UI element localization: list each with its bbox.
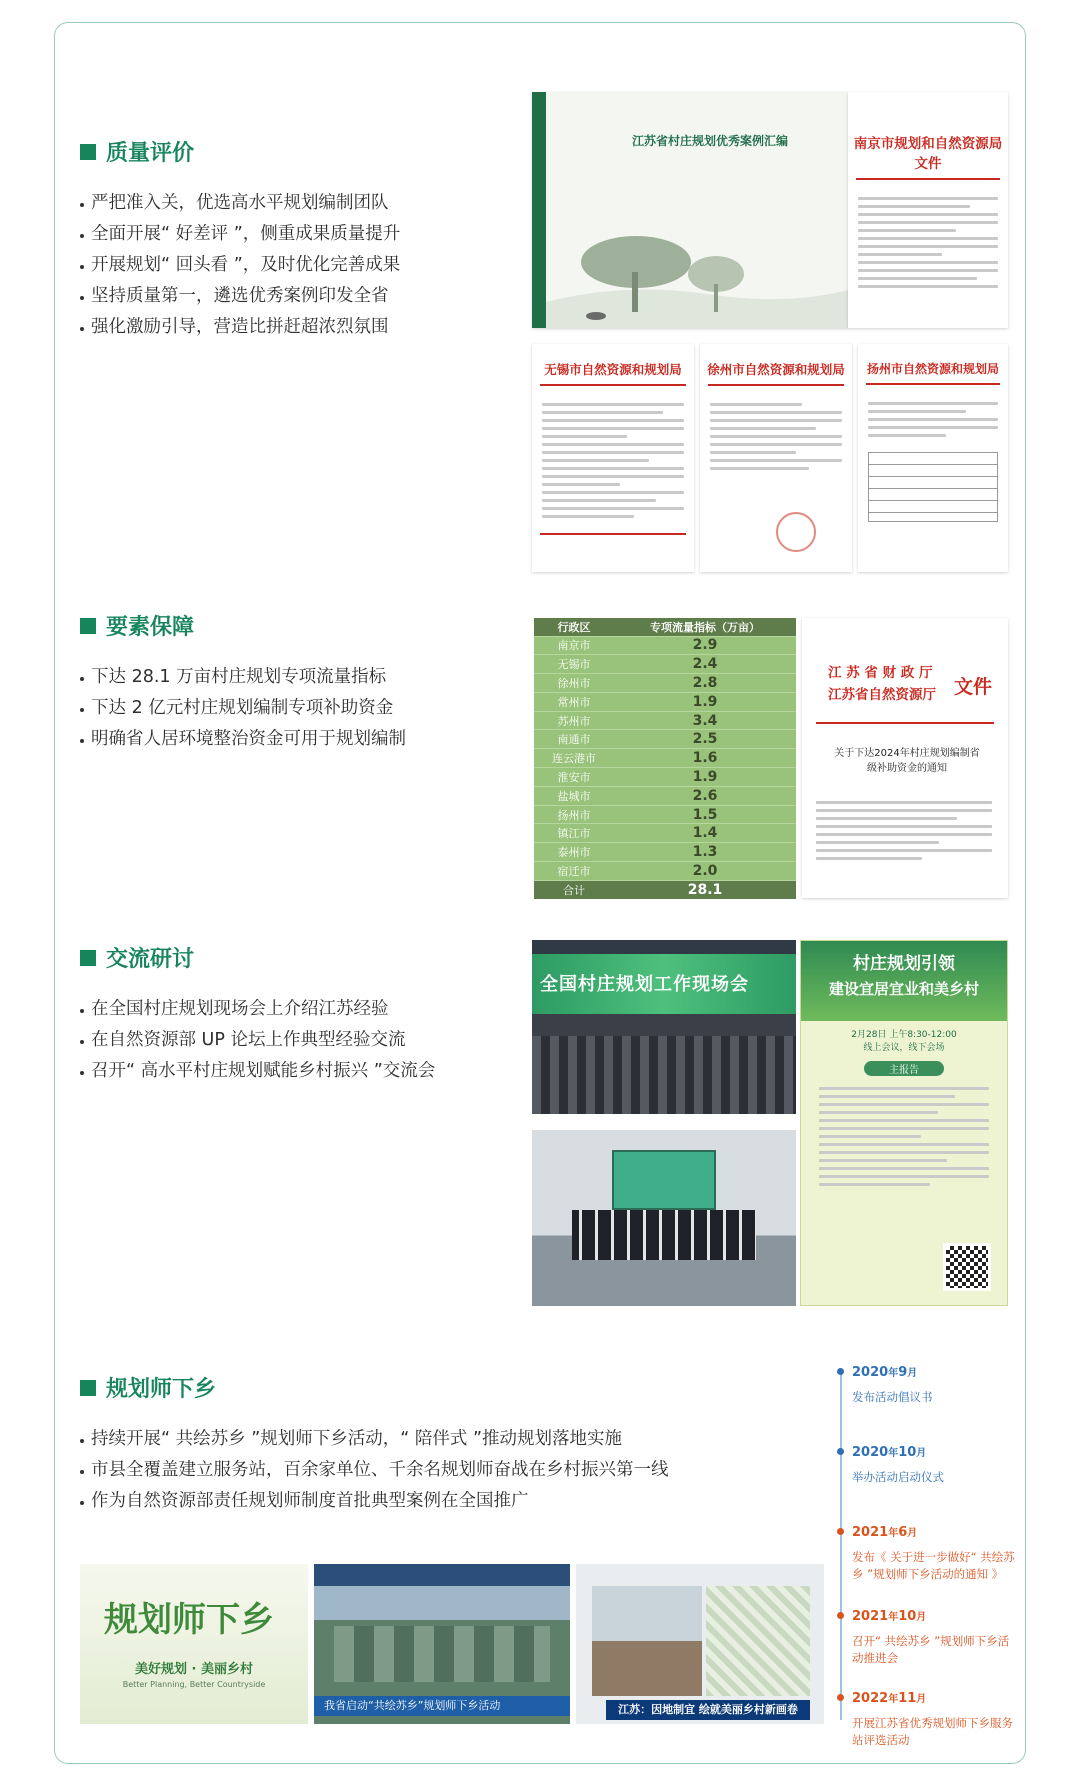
aerial-fields [334, 1626, 550, 1682]
doc-table [868, 452, 998, 522]
slogan-image: 规划师下乡 美好规划 · 美丽乡村 Better Planning, Better Countryside [80, 1564, 308, 1724]
table-total-row: 合计 28.1 [534, 880, 796, 899]
table-row: 南京市 2.9 [534, 636, 796, 655]
table-row: 淮安市 1.9 [534, 768, 796, 787]
yangzhou-document: 扬州市自然资源和规划局 [858, 344, 1008, 572]
table-row: 常州市 1.9 [534, 692, 796, 711]
table-row: 徐州市 2.8 [534, 674, 796, 693]
section-marker-icon [80, 1380, 96, 1396]
conference-photo [532, 940, 796, 1114]
poster-subtitle: 建设宜居宜业和美乡村 [828, 980, 979, 998]
activity-timeline [838, 1364, 1018, 1760]
book-title: 江苏省村庄规划优秀案例汇编 [632, 134, 789, 148]
xuzhou-document: 徐州市自然资源和规划局 [700, 344, 852, 572]
section-title-elements: 要素保障 [80, 610, 194, 641]
bullet-item: 坚持质量第一，遴选优秀案例印发全省 [80, 281, 400, 312]
table-row: 连云港市 1.6 [534, 749, 796, 768]
timeline-item: 2020年9月 发布活动倡议书 [838, 1364, 1018, 1444]
tv-caption: 我省启动“共绘苏乡”规划师下乡活动 [314, 1696, 570, 1716]
bullet-item: 全面开展“ 好差评 ”，侧重成果质量提升 [80, 219, 400, 250]
table-row: 苏州市 3.4 [534, 711, 796, 730]
timeline-item: 2022年11月 开展江苏省优秀规划师下乡服务站评选活动 [838, 1690, 1018, 1760]
timeline-item: 2021年6月 发布《 关于进一步做好“ 共绘苏乡 ”规划师下乡活动的通知 》 [838, 1524, 1018, 1608]
table-header: 专项流量指标（万亩） [614, 618, 796, 636]
elements-bullets [80, 662, 406, 755]
event-poster: 村庄规划引领 建设宜居宜业和美乡村 2月28日 上午8:30-12:00 线上会议，线下会场 主报告 [800, 940, 1008, 1306]
timeline-item: 2020年10月 举办活动启动仪式 [838, 1444, 1018, 1524]
bullet-item: 作为自然资源部责任规划师制度首批典型案例在全国推广 [80, 1486, 669, 1517]
tv-news-image [314, 1564, 570, 1724]
conference-banner-text: 全国村庄规划工作现场会 [540, 974, 749, 995]
timeline-item: 2021年10月 召开“ 共绘苏乡 ”规划师下乡活动推进会 [838, 1608, 1018, 1690]
table-row: 镇江市 1.4 [534, 824, 796, 843]
bullet-item: 明确省人居环境整治资金可用于规划编制 [80, 724, 406, 755]
wuxi-document: 无锡市自然资源和规划局 [532, 344, 694, 572]
section-title-exchange: 交流研讨 [80, 942, 194, 973]
quota-table [534, 618, 796, 899]
section-title-planners: 规划师下乡 [80, 1372, 216, 1403]
provincial-document: 江 苏 省 财 政 厅 江苏省自然资源厅 文件 关于下达2024年村庄规划编制省级补助资金的通知 [802, 618, 1008, 898]
bullet-item: 市县全覆盖建立服务站，百余家单位、千余名规划师奋战在乡村振兴第一线 [80, 1455, 669, 1486]
table-row: 宿迁市 2.0 [534, 862, 796, 881]
bullet-item: 开展规划“ 回头看 ”，及时优化完善成果 [80, 250, 400, 281]
section-marker-icon [80, 950, 96, 966]
qr-code-icon [943, 1243, 991, 1291]
landscape-illustration [546, 232, 848, 328]
table-row: 南通市 2.5 [534, 730, 796, 749]
bullet-item: 下达 2 亿元村庄规划编制专项补助资金 [80, 693, 406, 724]
bullet-item: 下达 28.1 万亩村庄规划专项流量指标 [80, 662, 406, 693]
bullet-item: 持续开展“ 共绘苏乡 ”规划师下乡活动，“ 陪伴式 ”推动规划落地实施 [80, 1424, 669, 1455]
quality-bullets [80, 188, 400, 343]
table-row: 盐城市 2.6 [534, 786, 796, 805]
case-book-cover [532, 92, 848, 328]
exchange-bullets [80, 994, 435, 1087]
table-row: 扬州市 1.5 [534, 805, 796, 824]
site-plan [706, 1586, 810, 1696]
group-photo [532, 1130, 796, 1306]
poster-title: 村庄规划引领 [853, 954, 955, 974]
nanjing-document: 南京市规划和自然资源局文件 [848, 92, 1008, 328]
section-title-quality: 质量评价 [80, 136, 194, 167]
bullet-item: 在全国村庄规划现场会上介绍江苏经验 [80, 994, 435, 1025]
planners-bullets [80, 1424, 669, 1517]
screen-display [612, 1150, 716, 1210]
audience [532, 1036, 796, 1114]
official-seal [776, 512, 816, 552]
village-photo [592, 1586, 702, 1696]
people-row [572, 1210, 756, 1260]
bullet-item: 严把准入关，优选高水平规划编制团队 [80, 188, 400, 219]
bullet-item: 强化激励引导，营造比拼赶超浓烈氛围 [80, 312, 400, 343]
news-caption: 江苏：因地制宜 绘就美丽乡村新画卷 [606, 1700, 810, 1720]
slogan-title: 规划师下乡 [104, 1600, 274, 1640]
section-marker-icon [80, 618, 96, 634]
table-row: 无锡市 2.4 [534, 655, 796, 674]
table-row: 泰州市 1.3 [534, 843, 796, 862]
bullet-item: 召开“ 高水平村庄规划赋能乡村振兴 ”交流会 [80, 1056, 435, 1087]
book-spine [532, 92, 546, 328]
section-marker-icon [80, 144, 96, 160]
table-header: 行政区 [534, 618, 614, 636]
news-broadcast-image [576, 1564, 824, 1724]
bullet-item: 在自然资源部 UP 论坛上作典型经验交流 [80, 1025, 435, 1056]
